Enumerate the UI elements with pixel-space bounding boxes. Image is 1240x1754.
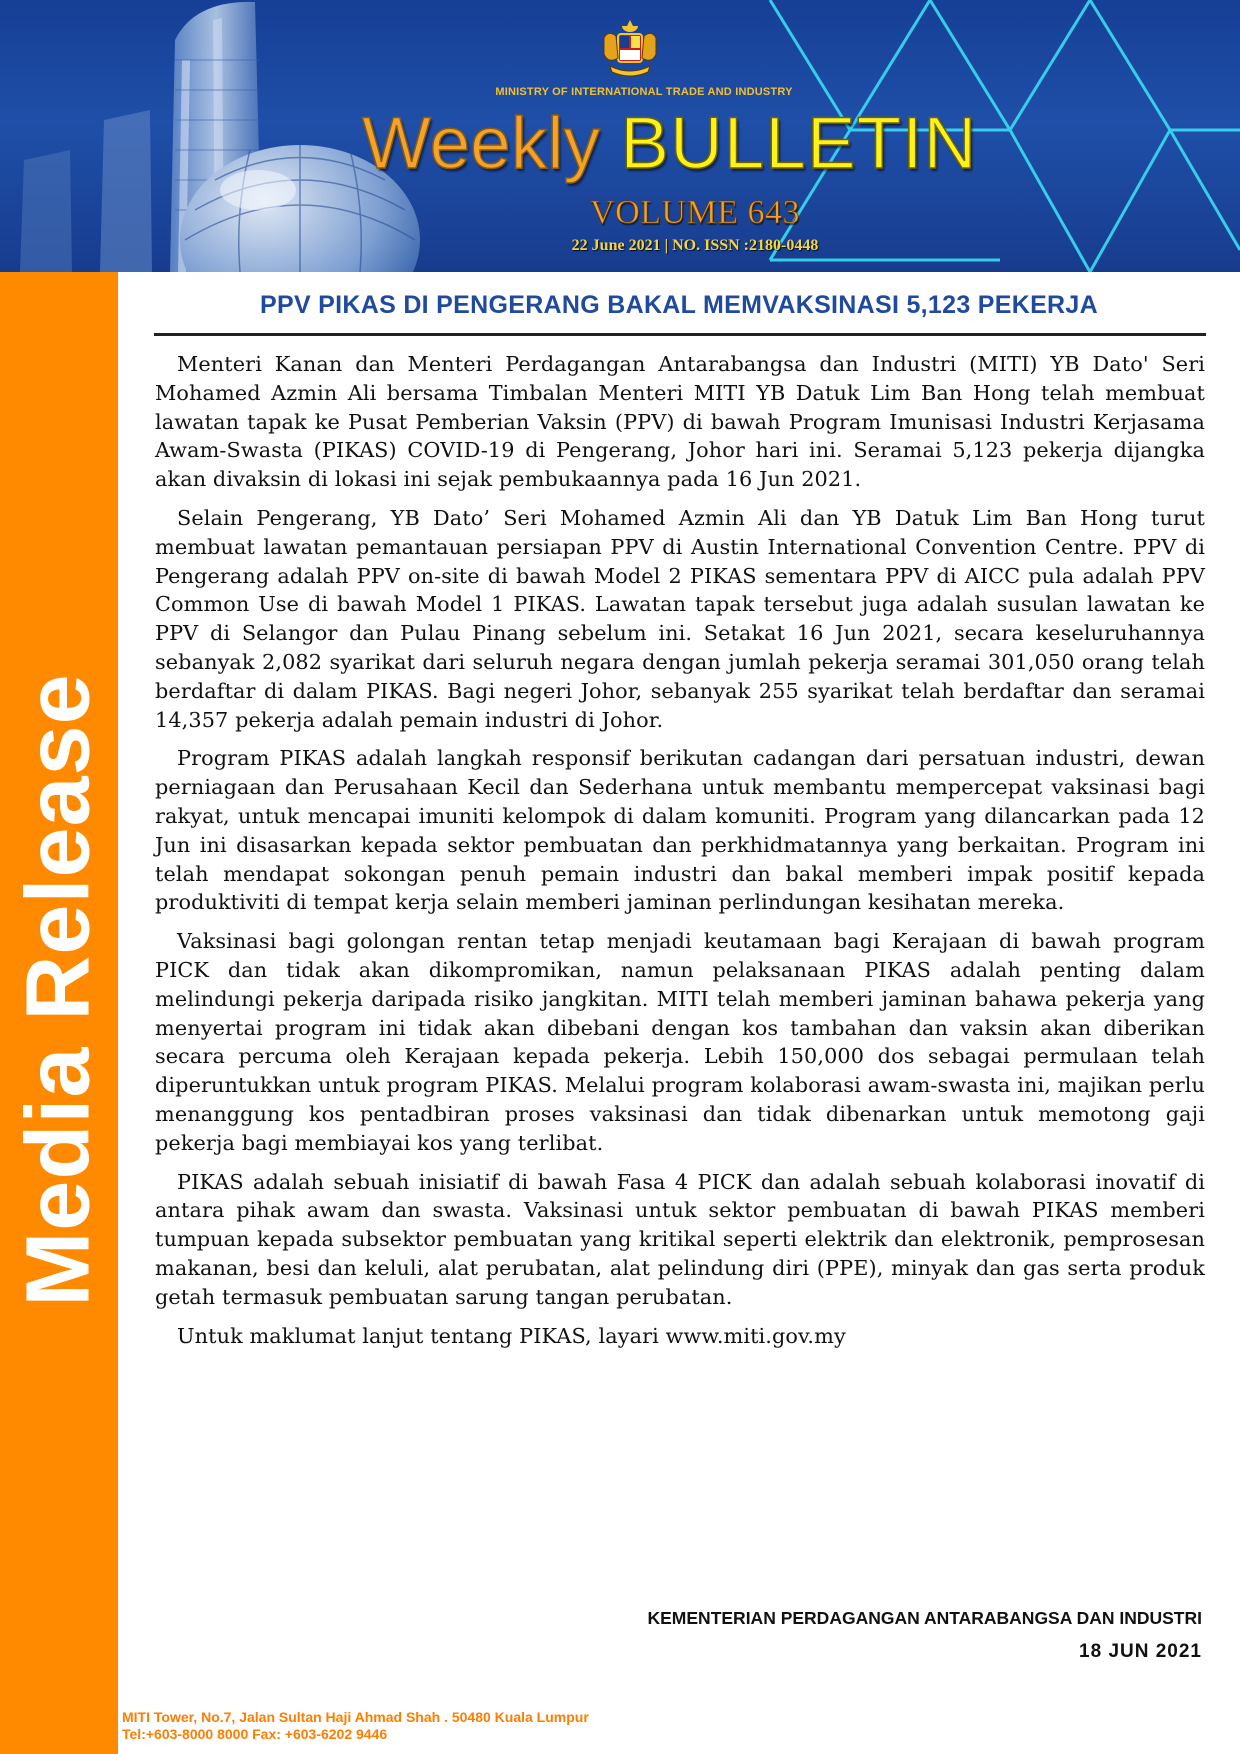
volume-number: VOLUME 643 bbox=[590, 194, 800, 231]
bulletin-title bbox=[362, 100, 1002, 188]
ministry-name: MINISTRY OF INTERNATIONAL TRADE AND INDUSTRY bbox=[495, 86, 793, 98]
release-date: 18 JUN 2021 bbox=[1079, 1641, 1202, 1662]
office-address: MITI Tower, No.7, Jalan Sultan Haji Ahmad Shah . 50480 Kuala Lumpur bbox=[122, 1709, 589, 1725]
article-paragraph: Selain Pengerang, YB Dato’ Seri Mohamed Azmin Ali dan YB Datuk Lim Ban Hong turut membuat lawatan pemantauan persiapan PPV di Austin International Convention Centre. PPV di Pengerang adalah PPV on-site di bawah Model 2 PIKAS sementara PPV di AICC pula adalah PPV Common Use di bawah Model 1 PIKAS. Lawatan tapak tersebut juga adalah susulan lawatan ke PPV di Selangor dan Pulau Pinang sebelum ini. Setakat 16 Jun 2021, secara keseluruhannya sebanyak 2,082 syarikat dari seluruh negara dengan jumlah pekerja seramai 301,050 orang telah berdaftar di dalam PIKAS. Bagi negeri Johor, sebanyak 255 syarikat telah berdaftar dan seramai 14,357 pekerja adalah pemain industri di Johor. bbox=[155, 505, 1205, 732]
article-paragraph: Menteri Kanan dan Menteri Perdagangan Antarabangsa dan Industri (MITI) YB Dato' Seri Mohamed Azmin Ali bersama Timbalan Menteri MITI YB Datuk Lim Ban Hong telah membuat lawatan tapak ke Pusat Pemberian Vaksin (PPV) di bawah Program Imunisasi Industri Kerjasama Awam-Swasta (PIKAS) COVID-19 di Pengerang, Johor hari ini. Seramai 5,123 pekerja dijangka akan divaksin di lokasi ini sejak pembukaannya pada 16 Jun 2021. bbox=[155, 352, 1205, 492]
coat-of-arms-icon bbox=[598, 18, 662, 80]
issue-date-issn: 22 June 2021 | NO. ISSN :2180-0448 bbox=[571, 237, 819, 254]
article-headline: PPV PIKAS DI PENGERANG BAKAL MEMVAKSINASI 5,123 PEKERJA bbox=[260, 291, 1098, 319]
article-body bbox=[155, 350, 1205, 1360]
media-release-label: Media Release bbox=[8, 673, 109, 1307]
office-contact: Tel:+603-8000 8000 Fax: +603-6202 9446 bbox=[122, 1726, 388, 1742]
article-closing-line: Untuk maklumat lanjut tentang PIKAS, layari www.miti.gov.my bbox=[177, 1323, 846, 1348]
title-weekly: Weekly bbox=[362, 103, 600, 184]
issuing-ministry: KEMENTERIAN PERDAGANGAN ANTARABANGSA DAN INDUSTRI bbox=[647, 1608, 1202, 1628]
article-paragraph: Program PIKAS adalah langkah responsif berikutan cadangan dari persatuan industri, dewan perniagaan dan Perusahaan Kecil dan Sederhana untuk membantu mempercepat vaksinasi bagi rakyat, untuk mencapai imuniti kelompok di dalam komuniti. Program yang dilancarkan pada 12 Jun ini disasarkan kepada sektor pembuatan dan perkhidmatannya yang berkaitan. Program ini telah mendapat sokongan penuh pemain industri dan bakal memberi impak positif kepada produktiviti di tempat kerja selain memberi jaminan perlindungan kesihatan mereka. bbox=[155, 746, 1205, 915]
title-bulletin: BULLETIN bbox=[620, 103, 978, 184]
article-paragraph: Vaksinasi bagi golongan rentan tetap menjadi keutamaan bagi Kerajaan di bawah program PICK dan tidak akan dikompromikan, namun pelaksanaan PIKAS adalah penting dalam melindungi pekerja daripada risiko jangkitan. MITI telah memberi jaminan bahawa pekerja yang menyertai program ini tidak akan dibebani dengan kos tambahan dan vaksin akan diberikan secara percuma oleh Kerajaan kepada pekerja. Lebih 150,000 dos sebagai permulaan telah diperuntukkan untuk program PIKAS. Melalui program kolaborasi awam-swasta ini, majikan perlu menanggung kos pentadbiran proses vaksinasi dan tidak dibenarkan untuk memotong gaji pekerja bagi membiayai kos yang terlibat. bbox=[155, 929, 1205, 1155]
bulletin-banner bbox=[0, 0, 1240, 272]
article-paragraph: PIKAS adalah sebuah inisiatif di bawah Fasa 4 PICK dan adalah sebuah kolaborasi inovatif di antara pihak awam dan swasta. Vaksinasi untuk sektor pembuatan di bawah PIKAS memberi tumpuan kepada subsektor pembuatan yang kritikal seperti elektrik dan elektronik, pemprosesan makanan, besi dan keluli, alat perubatan, alat pelindung diri (PPE), minyak dan gas serta produk getah termasuk pembuatan sarung tangan perubatan. bbox=[155, 1169, 1205, 1309]
headline-divider bbox=[154, 333, 1206, 336]
